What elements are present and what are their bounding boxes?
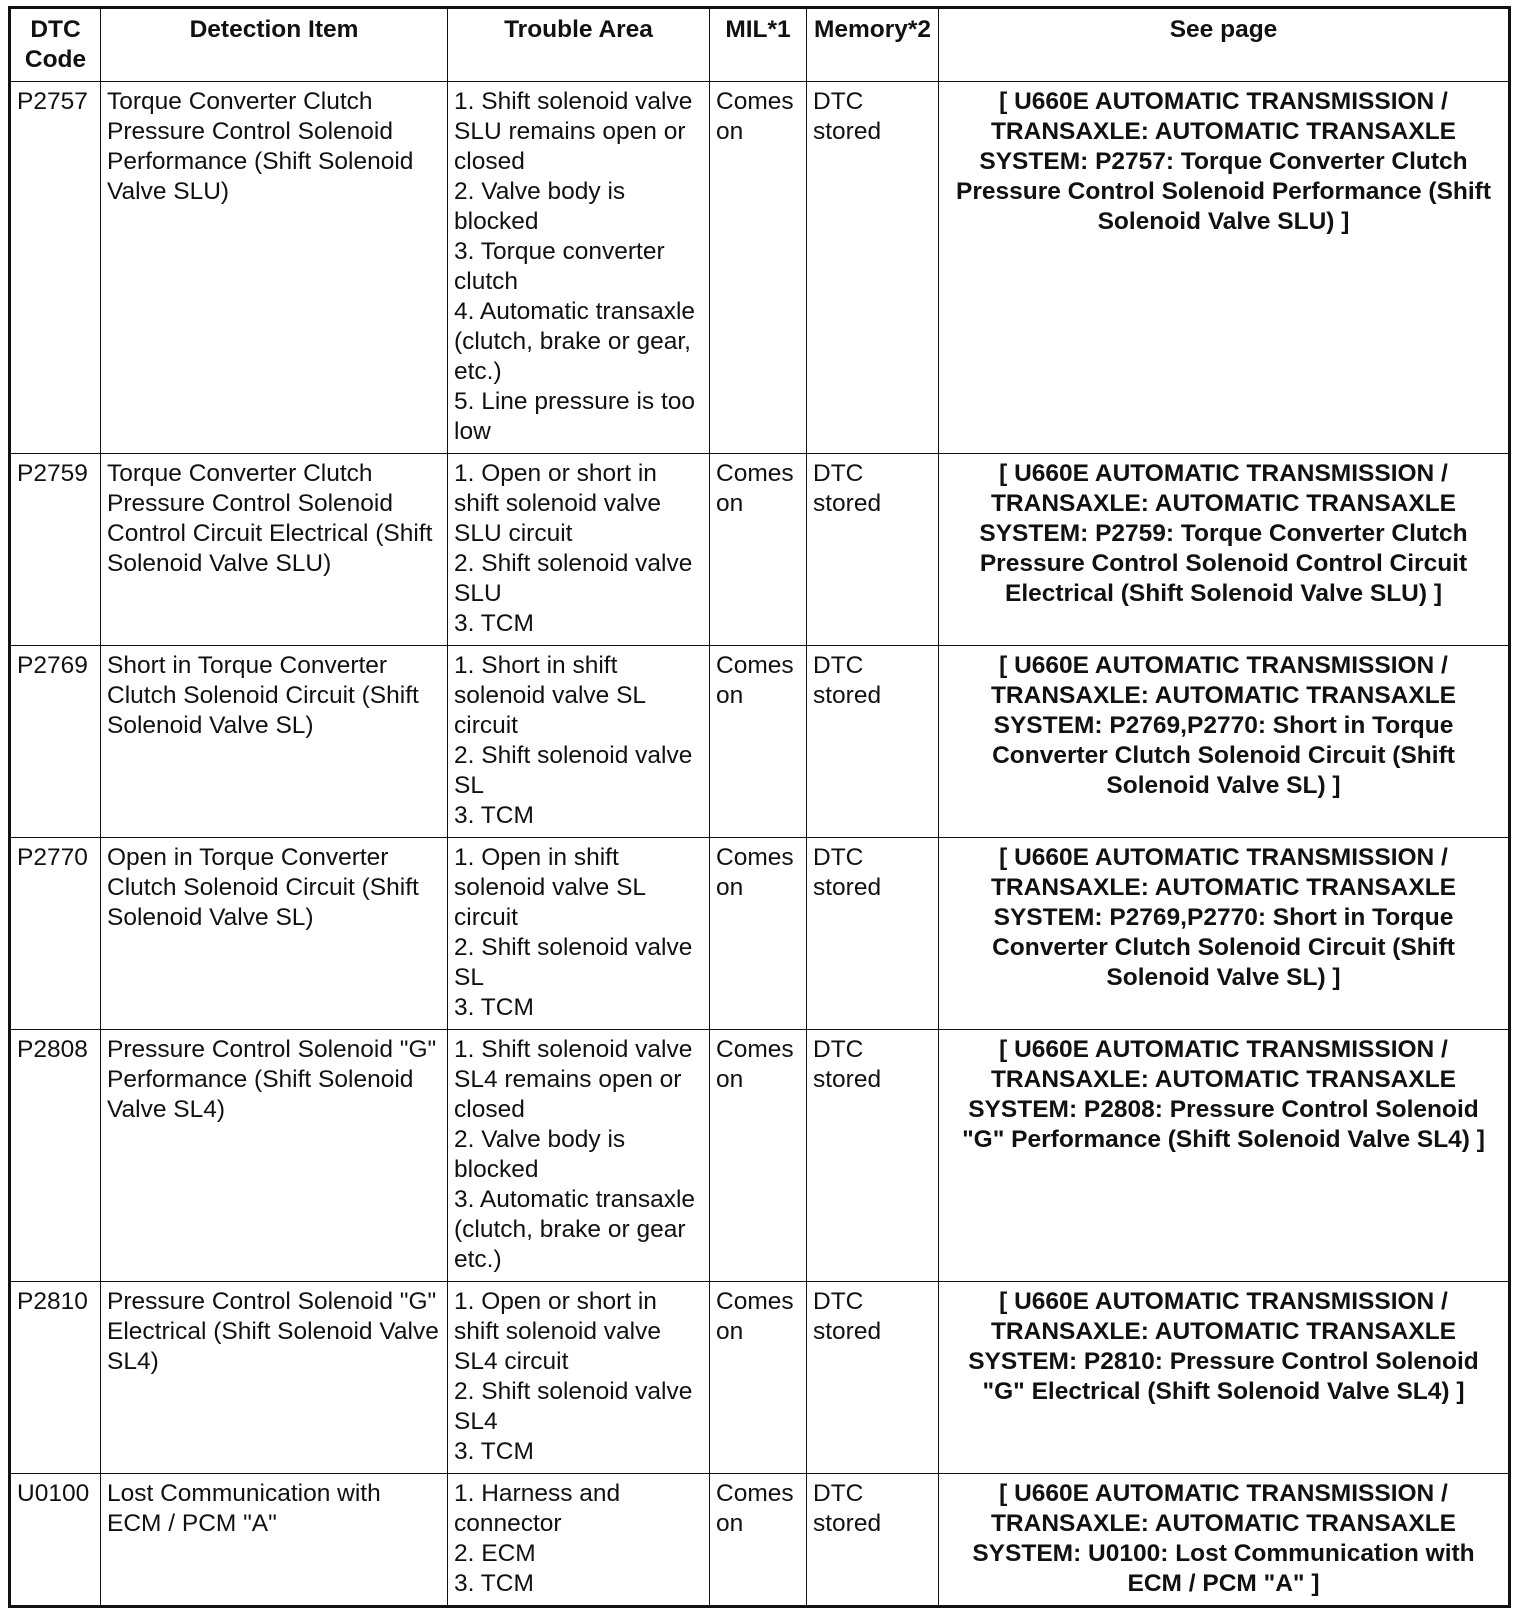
dtc-code-cell: P2769 xyxy=(10,646,101,838)
table-row xyxy=(10,82,1510,454)
trouble-area-item: 3. TCM xyxy=(454,610,534,637)
see-page-cell: [ U660E AUTOMATIC TRANSMISSION / TRANSAXLE: AUTOMATIC TRANSAXLE SYSTEM: P2757: Torque Converter Clutch Pressure Control Solenoid Performance (Shift Solenoid Valve SLU) ] xyxy=(939,82,1510,454)
trouble-area-item: 3. TCM xyxy=(454,1570,534,1597)
trouble-area-cell xyxy=(448,82,710,454)
trouble-area-item: 1. Open in shift solenoid valve SL circuit xyxy=(454,844,646,931)
dtc-table xyxy=(8,6,1511,1608)
table-row xyxy=(10,1030,1510,1282)
mil-cell: Comes on xyxy=(710,838,807,1030)
trouble-area-item: 1. Shift solenoid valve SLU remains open or closed xyxy=(454,88,693,175)
trouble-area-cell xyxy=(448,838,710,1030)
trouble-area-cell xyxy=(448,1474,710,1607)
trouble-area-item: 3. TCM xyxy=(454,1438,534,1465)
detection-item-cell: Short in Torque Converter Clutch Solenoid Circuit (Shift Solenoid Valve SL) xyxy=(101,646,448,838)
trouble-area-item: 1. Short in shift solenoid valve SL circuit xyxy=(454,652,646,739)
memory-cell: DTC stored xyxy=(807,1030,939,1282)
memory-cell: DTC stored xyxy=(807,454,939,646)
see-page-cell: [ U660E AUTOMATIC TRANSMISSION / TRANSAXLE: AUTOMATIC TRANSAXLE SYSTEM: P2769,P2770: Short in Torque Converter Clutch Solenoid Circuit (Shift Solenoid Valve SL) ] xyxy=(939,646,1510,838)
trouble-area-item: 3. TCM xyxy=(454,802,534,829)
see-page-cell: [ U660E AUTOMATIC TRANSMISSION / TRANSAXLE: AUTOMATIC TRANSAXLE SYSTEM: P2808: Pressure Control Solenoid "G" Performance (Shift Solenoid Valve SL4) ] xyxy=(939,1030,1510,1282)
trouble-area-item: 2. Valve body is blocked xyxy=(454,178,626,235)
table-row xyxy=(10,454,1510,646)
detection-item-cell: Torque Converter Clutch Pressure Control Solenoid Performance (Shift Solenoid Valve SLU) xyxy=(101,82,448,454)
trouble-area-cell xyxy=(448,1282,710,1474)
memory-cell: DTC stored xyxy=(807,1474,939,1607)
header-memory: Memory*2 xyxy=(807,8,939,82)
memory-cell: DTC stored xyxy=(807,82,939,454)
mil-cell: Comes on xyxy=(710,1474,807,1607)
header-see-page: See page xyxy=(939,8,1510,82)
header-dtc-code-line1: DTC xyxy=(30,16,81,43)
trouble-area-item: 2. Shift solenoid valve SL xyxy=(454,934,693,991)
trouble-area-item: 2. Shift solenoid valve SLU xyxy=(454,550,693,607)
table-row xyxy=(10,1282,1510,1474)
table-row xyxy=(10,646,1510,838)
trouble-area-item: 1. Open or short in shift solenoid valve SLU circuit xyxy=(454,460,662,547)
dtc-code-cell: U0100 xyxy=(10,1474,101,1607)
detection-item-cell: Open in Torque Converter Clutch Solenoid Circuit (Shift Solenoid Valve SL) xyxy=(101,838,448,1030)
header-mil: MIL*1 xyxy=(710,8,807,82)
trouble-area-item: 3. Automatic transaxle (clutch, brake or gear etc.) xyxy=(454,1186,696,1273)
table-body xyxy=(10,82,1510,1607)
see-page-cell: [ U660E AUTOMATIC TRANSMISSION / TRANSAXLE: AUTOMATIC TRANSAXLE SYSTEM: P2759: Torque Converter Clutch Pressure Control Solenoid Control Circuit Electrical (Shift Solenoid Valve SLU) ] xyxy=(939,454,1510,646)
mil-cell: Comes on xyxy=(710,82,807,454)
table-row xyxy=(10,1474,1510,1607)
trouble-area-item: 3. TCM xyxy=(454,994,534,1021)
dtc-code-cell: P2757 xyxy=(10,82,101,454)
detection-item-cell: Pressure Control Solenoid "G" Performance (Shift Solenoid Valve SL4) xyxy=(101,1030,448,1282)
see-page-cell: [ U660E AUTOMATIC TRANSMISSION / TRANSAXLE: AUTOMATIC TRANSAXLE SYSTEM: P2769,P2770: Short in Torque Converter Clutch Solenoid Circuit (Shift Solenoid Valve SL) ] xyxy=(939,838,1510,1030)
trouble-area-item: 4. Automatic transaxle (clutch, brake or gear, etc.) xyxy=(454,298,696,385)
memory-cell: DTC stored xyxy=(807,646,939,838)
memory-cell: DTC stored xyxy=(807,838,939,1030)
trouble-area-item: 2. Valve body is blocked xyxy=(454,1126,626,1183)
mil-cell: Comes on xyxy=(710,1030,807,1282)
header-trouble-area: Trouble Area xyxy=(448,8,710,82)
table-row xyxy=(10,838,1510,1030)
trouble-area-item: 2. Shift solenoid valve SL4 xyxy=(454,1378,693,1435)
detection-item-cell: Lost Communication with ECM / PCM "A" xyxy=(101,1474,448,1607)
header-dtc-code-line2: Code xyxy=(24,46,87,73)
header-detection-item: Detection Item xyxy=(101,8,448,82)
memory-cell: DTC stored xyxy=(807,1282,939,1474)
detection-item-cell: Torque Converter Clutch Pressure Control Solenoid Control Circuit Electrical (Shift Solenoid Valve SLU) xyxy=(101,454,448,646)
mil-cell: Comes on xyxy=(710,454,807,646)
mil-cell: Comes on xyxy=(710,1282,807,1474)
trouble-area-cell xyxy=(448,1030,710,1282)
trouble-area-item: 2. ECM xyxy=(454,1540,536,1567)
trouble-area-cell xyxy=(448,646,710,838)
trouble-area-cell xyxy=(448,454,710,646)
see-page-cell: [ U660E AUTOMATIC TRANSMISSION / TRANSAXLE: AUTOMATIC TRANSAXLE SYSTEM: P2810: Pressure Control Solenoid "G" Electrical (Shift Solenoid Valve SL4) ] xyxy=(939,1282,1510,1474)
mil-cell: Comes on xyxy=(710,646,807,838)
detection-item-cell: Pressure Control Solenoid "G" Electrical (Shift Solenoid Valve SL4) xyxy=(101,1282,448,1474)
dtc-code-cell: P2759 xyxy=(10,454,101,646)
trouble-area-item: 2. Shift solenoid valve SL xyxy=(454,742,693,799)
dtc-code-cell: P2810 xyxy=(10,1282,101,1474)
trouble-area-item: 1. Shift solenoid valve SL4 remains open or closed xyxy=(454,1036,693,1123)
trouble-area-item: 1. Harness and connector xyxy=(454,1480,621,1537)
trouble-area-item: 5. Line pressure is too low xyxy=(454,388,696,445)
see-page-cell: [ U660E AUTOMATIC TRANSMISSION / TRANSAXLE: AUTOMATIC TRANSAXLE SYSTEM: U0100: Lost Communication with ECM / PCM "A" ] xyxy=(939,1474,1510,1607)
dtc-code-cell: P2770 xyxy=(10,838,101,1030)
trouble-area-item: 1. Open or short in shift solenoid valve SL4 circuit xyxy=(454,1288,662,1375)
header-row xyxy=(10,8,1510,82)
trouble-area-item: 3. Torque converter clutch xyxy=(454,238,665,295)
header-dtc-code xyxy=(10,8,101,82)
dtc-code-cell: P2808 xyxy=(10,1030,101,1282)
